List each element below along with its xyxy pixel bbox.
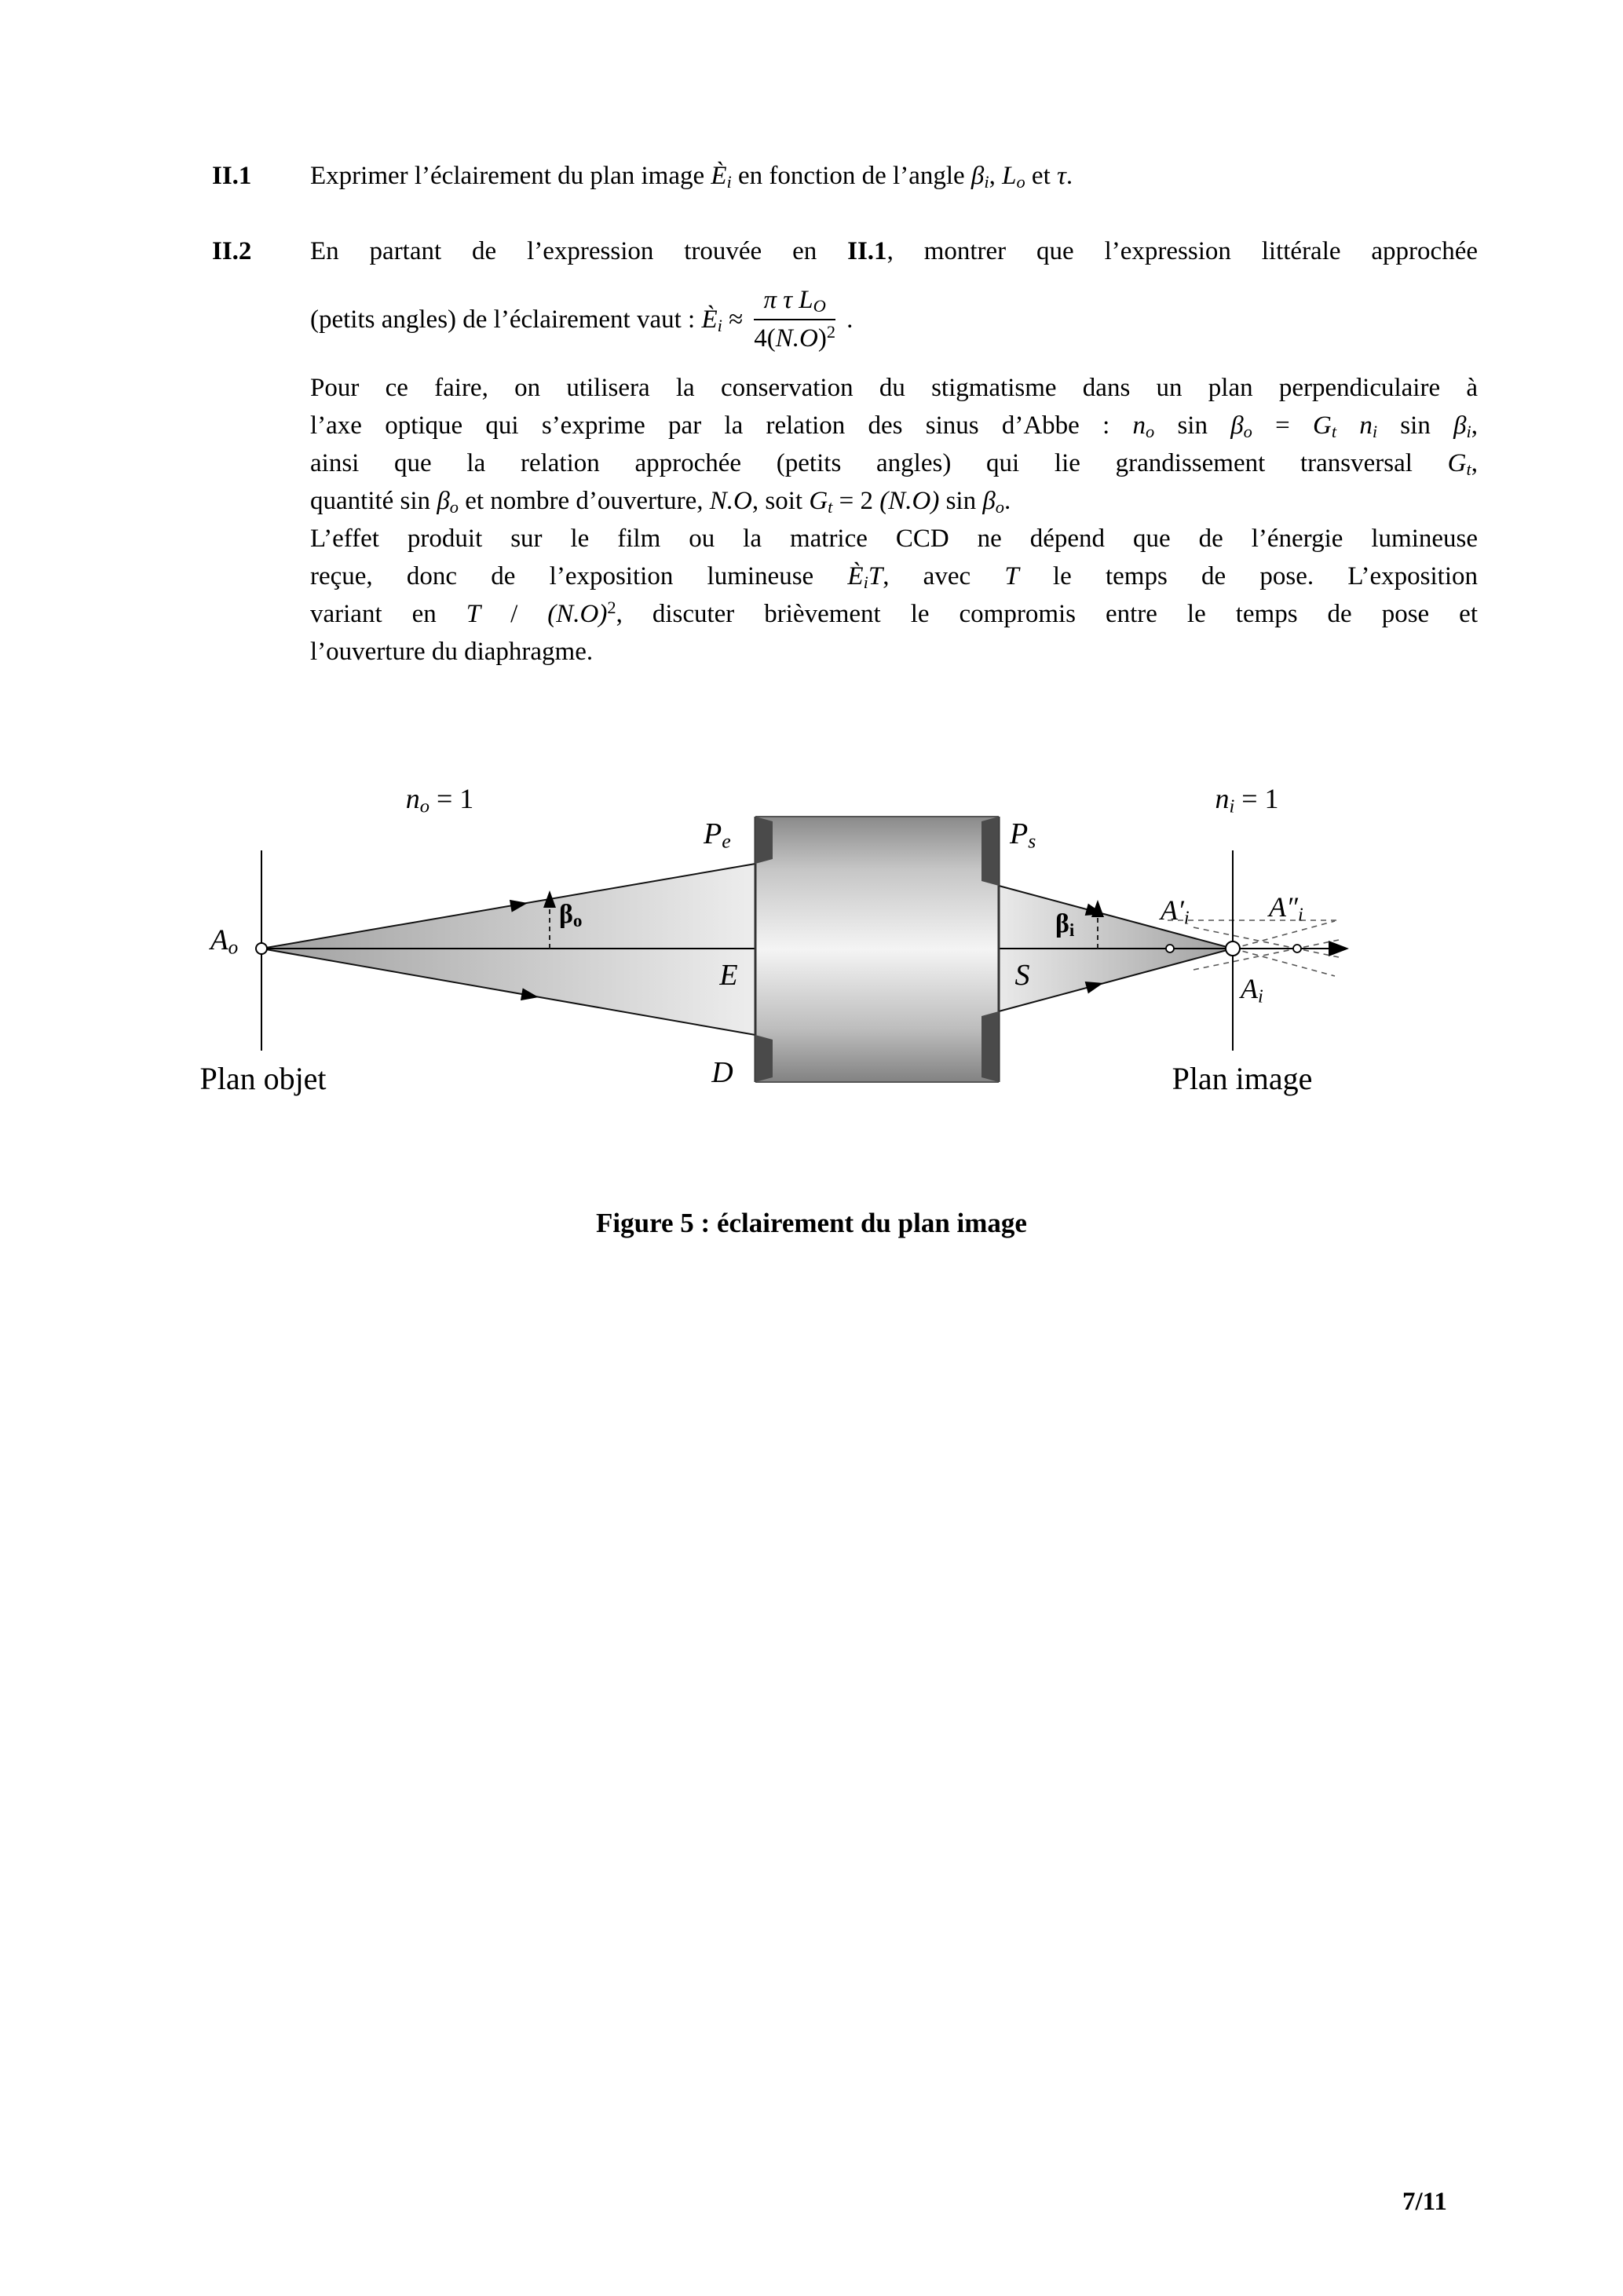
label-plan-objet: Plan objet bbox=[199, 1061, 327, 1096]
paragraph-line: L’effet produit sur le film ou la matrice CCD ne dépend que de l’énergie lumineuse bbox=[310, 525, 1478, 553]
question-II-1-label: II.1 bbox=[212, 162, 252, 190]
paragraph-line: quantité $\sin \beta_o$ et nombre d’ouverture, N.O, soit $G_t = 2$ (N.O) $\sin \beta_o$. bbox=[310, 487, 1011, 517]
formula-pre-text: (petits angles) de l’éclairement vaut : $È_i$ ≈ bbox=[310, 305, 744, 335]
label-beta-i: $\beta_i$ bbox=[1055, 909, 1075, 941]
paragraph-line: variant en T / $(N.O)^2$, discuter brièvement le compromis entre le temps de pose et bbox=[310, 597, 1478, 628]
formula-denominator: $4(N.O)^2$ bbox=[754, 321, 836, 353]
label-A-prime-i: $A'_i$ bbox=[1161, 894, 1190, 929]
formula-numerator: π τ $L_O$ bbox=[754, 284, 835, 320]
label-ni: $n_i = 1$ bbox=[1215, 783, 1279, 817]
page-number: 7/11 bbox=[1402, 2188, 1447, 2216]
label-no: $n_o = 1$ bbox=[405, 783, 474, 817]
paragraph-line: reçue, donc de l’exposition lumineuse $È_iT$, avec T le temps de pose. L’exposition bbox=[310, 562, 1478, 592]
point-A-prime-i-marker bbox=[1166, 945, 1174, 952]
question-II-2-line1: En partant de l’expression trouvée en II.1, montrer que l’expression littérale approchée bbox=[310, 237, 1478, 265]
label-Ai: $A_i$ bbox=[1241, 973, 1263, 1007]
paragraph-line: Pour ce faire, on utilisera la conservation du stigmatisme dans un plan perpendiculaire à bbox=[310, 374, 1478, 402]
label-plan-image: Plan image bbox=[1172, 1061, 1313, 1096]
point-Ao-marker bbox=[256, 943, 267, 954]
formula-post-text: . bbox=[846, 305, 854, 334]
label-A-doubleprime-i: $A''_i$ bbox=[1269, 891, 1303, 926]
paragraph-line: ainsi que la relation approchée (petits angles) qui lie grandissement transversal $G_t$, bbox=[310, 449, 1478, 479]
label-beta-o: $\beta_o$ bbox=[559, 900, 583, 932]
question-II-1-text: Exprimer l’éclairement du plan image $È_i$ en fonction de l’angle $\beta_i$, $L_o$ et τ. bbox=[310, 162, 1073, 192]
axis-arrow-icon bbox=[1329, 941, 1349, 956]
label-Pe: $P_e$ bbox=[704, 817, 731, 853]
paragraph-line: l’ouverture du diaphragme. bbox=[310, 638, 594, 666]
point-Ai-marker bbox=[1226, 941, 1240, 956]
label-D: D bbox=[711, 1056, 733, 1089]
label-Ps: $P_s$ bbox=[1010, 817, 1036, 853]
label-Ao: $A_o$ bbox=[210, 924, 239, 959]
lens-body bbox=[755, 817, 999, 1082]
label-S: S bbox=[1014, 959, 1030, 992]
paragraph-line: l’axe optique qui s’exprime par la relation des sinus d’Abbe : $n_o$ $\sin \beta_o = G_t$ $n_i$ $\sin \beta_i$, bbox=[310, 411, 1478, 441]
figure-caption: Figure 5 : éclairement du plan image bbox=[596, 1208, 1027, 1238]
question-II-2-label: II.2 bbox=[212, 237, 252, 265]
point-A-doubleprime-i-marker bbox=[1293, 945, 1301, 952]
label-E: E bbox=[719, 959, 738, 992]
